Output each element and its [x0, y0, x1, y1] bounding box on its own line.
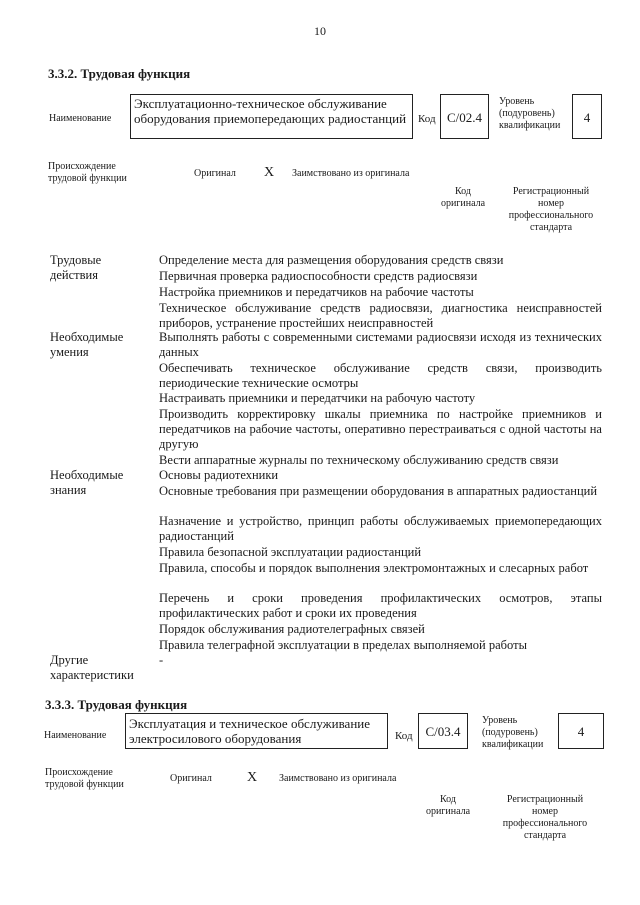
list-item: Техническое обслуживание средств радиосвязи, диагностика неисправностей приборов, устранение простейших неисправностей	[159, 301, 602, 330]
origin-label: Происхождение трудовой функции	[45, 767, 124, 790]
page-number: 10	[314, 24, 326, 38]
list-item: Перечень и сроки проведения профилактических осмотров, этапы профилактических работ и сроки их проведения	[159, 591, 602, 620]
other-characteristics-value: -	[159, 653, 164, 667]
list-item: Первичная проверка радиоспособности средств радиосвязи	[159, 269, 478, 283]
function-name-field	[125, 713, 388, 749]
original-mark: X	[264, 165, 275, 180]
function-name-field	[130, 94, 413, 139]
name-label: Наименование	[49, 113, 112, 124]
section-title: 3.3.2. Трудовая функция	[48, 66, 191, 81]
level-field	[558, 713, 604, 749]
code-field	[418, 713, 468, 749]
code-label: Код	[395, 730, 413, 742]
list-item: Обеспечивать техническое обслуживание средств связи, производить периодические технические осмотры	[159, 361, 602, 390]
code-label: Код	[418, 113, 436, 125]
borrowed-label: Заимствовано из оригинала	[279, 773, 397, 784]
section-title: 3.3.3. Трудовая функция	[45, 697, 188, 712]
borrowed-label: Заимствовано из оригинала	[292, 168, 410, 179]
original-label: Оригинал	[170, 773, 212, 784]
name-label: Наименование	[44, 730, 107, 741]
list-item: Правила телеграфной эксплуатации в пределах выполняемой работы	[159, 638, 527, 652]
list-item: Производить корректировку шкалы приемника по настройке приемников и передатчиков на рабочие частоты, оперативно перестраиваться с одной частоты на другую	[159, 407, 602, 451]
level-label: Уровень (подуровень) квалификации	[499, 96, 561, 131]
registration-number-label: Регистрационный номер профессионального стандарта	[502, 794, 588, 841]
code-value: С/02.4	[446, 110, 483, 125]
labor-actions-label: Трудовые действия	[50, 253, 102, 282]
origin-label: Происхождение трудовой функции	[48, 161, 127, 184]
function-name-value: Эксплуатационно-техническое обслуживание оборудования приемопередающих радиостанций	[134, 96, 407, 126]
level-value: 4	[583, 110, 591, 125]
required-skills-label: Необходимые умения	[50, 330, 124, 359]
original-label: Оригинал	[194, 168, 236, 179]
required-knowledge-label: Необходимые знания	[50, 468, 124, 497]
original-mark: X	[247, 770, 258, 785]
list-item: Настройка приемников и передатчиков на рабочие частоты	[159, 285, 474, 299]
list-item: Правила безопасной эксплуатации радиостанций	[159, 545, 422, 559]
level-field	[572, 94, 602, 139]
list-item: Настраивать приемники и передатчики на рабочую частоту	[159, 391, 476, 405]
origin-code-label: Код оригинала	[440, 186, 486, 209]
function-name-value: Эксплуатация и техническое обслуживание электросилового оборудования	[129, 716, 371, 746]
list-item: Выполнять работы с современными системами радиосвязи исходя из технических данных	[159, 330, 602, 359]
list-item: Порядок обслуживания радиотелеграфных связей	[159, 622, 425, 636]
other-characteristics-label: Другие характеристики	[50, 653, 134, 682]
code-value: С/03.4	[425, 724, 461, 739]
list-item: Назначение и устройство, принцип работы обслуживаемых приемопередающих радиостанций	[159, 514, 602, 543]
list-item: Основы радиотехники	[159, 468, 279, 482]
list-item: Вести аппаратные журналы по техническому обслуживанию средств связи	[159, 453, 559, 467]
level-label: Уровень (подуровень) квалификации	[482, 715, 544, 750]
list-item: Определение места для размещения оборудования средств связи	[159, 253, 504, 267]
level-value: 4	[577, 724, 585, 739]
list-item: Правила, способы и порядок выполнения электромонтажных и слесарных работ	[159, 561, 589, 575]
code-field	[440, 94, 489, 139]
list-item: Основные требования при размещении оборудования в аппаратных радиостанций	[159, 484, 598, 498]
registration-number-label: Регистрационный номер профессионального стандарта	[508, 186, 594, 233]
origin-code-label: Код оригинала	[425, 794, 471, 817]
